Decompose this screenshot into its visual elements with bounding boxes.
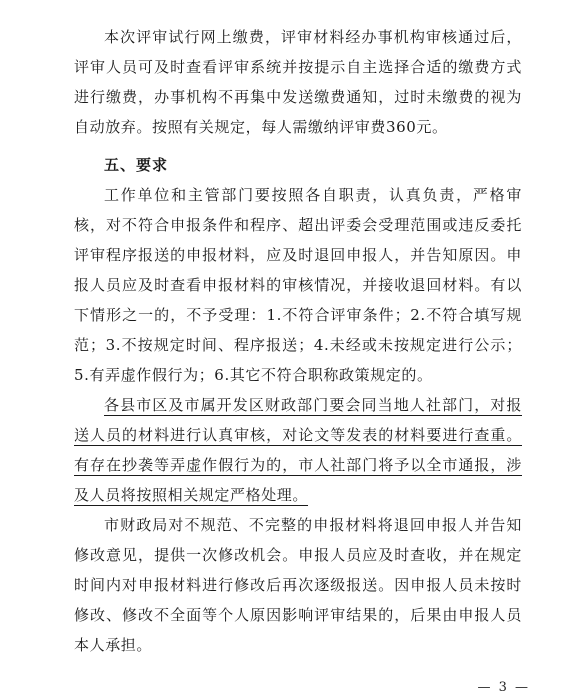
- paragraph-review-underlined: [74, 390, 522, 510]
- section-heading-requirements: 五、要求: [104, 156, 169, 174]
- paragraph-requirements: 工作单位和主管部门要按照各自职责，认真负责，严格审核，对不符合申报条件和程序、超出评委会受理范围或违反委托评审程序报送的申报材料，应及时退回申报人，并告知原因。申报人员应及时查看申报材料的审核情况，并接收退回材料。有以下情形之一的，不予受理：1.不符合评审条件；2.不符合填写规范；3.不按规定时间、程序报送；4.未经或未按规定进行公示；5.有弄虚作假行为；6.其它不符合职称政策规定的。: [74, 186, 522, 384]
- spacer: [74, 142, 522, 150]
- page-number: — 3 —: [477, 680, 530, 695]
- underlined-text: 各县市区及市属开发区财政部门要会同当地人社部门，对报送人员的材料进行认真审核，对论文等发表的材料要进行查重。有存在抄袭等弄虚作假行为的，市人社部门将予以全市通报，涉及人员将按照相关规定严格处理。: [74, 396, 522, 504]
- paragraph-fee-payment: 本次评审试行网上缴费，评审材料经办事机构审核通过后，评审人员可及时查看评审系统并按提示自主选择合适的缴费方式进行缴费，办事机构不再集中发送缴费通知，过时未缴费的视为自动放弃。按照有关规定，每人需缴纳评审费360元。: [74, 28, 522, 136]
- paragraph-return-materials: 市财政局对不规范、不完整的申报材料将退回申报人并告知修改意见，提供一次修改机会。申报人员应及时查收，并在规定时间内对申报材料进行修改后再次逐级报送。因申报人员未按时修改、修改不全面等个人原因影响评审结果的，后果由申报人员本人承担。: [74, 516, 522, 654]
